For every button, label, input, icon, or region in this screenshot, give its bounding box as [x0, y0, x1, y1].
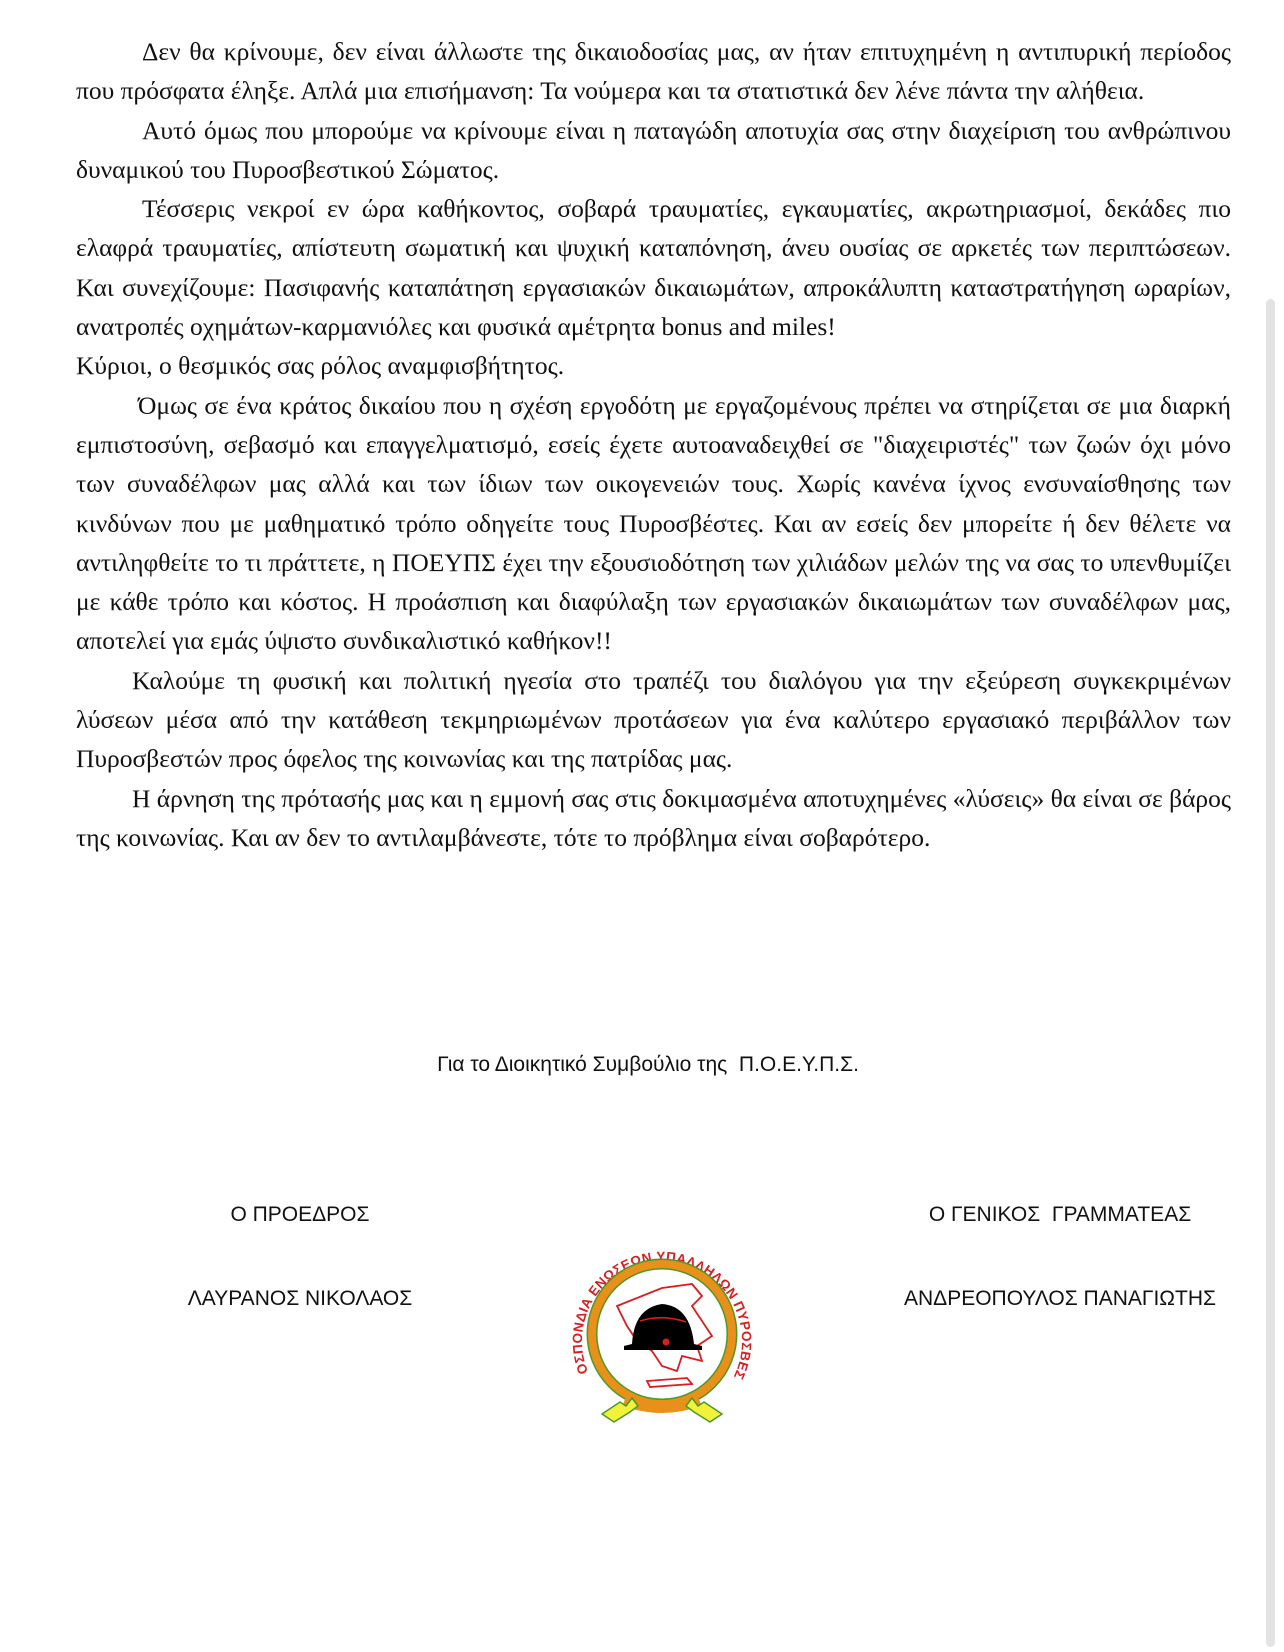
- paragraph-1: Δεν θα κρίνουμε, δεν είναι άλλωστε της δικαιοδοσίας μας, αν ήταν επιτυχημένη η αντιπυρική περίοδος που πρόσφατα έληξε. Απλά μια επισήμανση: Τα νούμερα και τα στατιστικά δεν λένε πάντα την αλήθεια.: [76, 37, 1231, 106]
- paragraph-3: Τέσσερις νεκροί εν ώρα καθήκοντος, σοβαρά τραυματίες, εγκαυματίες, ακρωτηριασμοί, δεκάδες πιο ελαφρά τραυματίες, απίστευτη σωματική και ψυχική καταπόνηση, άνευ ουσίας σε αρκετές των περιπτώσεων. Και συνεχίζουμε: Πασιφανής καταπάτηση εργασιακών δικαιωμάτων, απροκάλυπτη καταστρατήγηση ωραρίων, ανατροπές οχημάτων-καρμανιόλες και φυσικά αμέτρητα bonus and miles!: [76, 194, 1231, 342]
- secretary-name: ΑΝΔΡΕΟΠΟΥΛΟΣ ΠΑΝΑΓΙΩΤΗΣ: [904, 1287, 1216, 1310]
- letter-body: [76, 32, 1231, 857]
- paragraph-2: Αυτό όμως που μπορούμε να κρίνουμε είναι η παταγώδη αποτυχία σας στην διαχείριση του ανθρώπινου δυναμικού του Πυροσβεστικού Σώματος.: [76, 115, 1231, 184]
- paragraph-7: Η άρνηση της πρότασής μας και η εμμονή σας στις δοκιμασμένα αποτυχημένες «λύσεις» θα είναι σε βάρος της κοινωνίας. Και αν δεν το αντιλαμβάνεστε, τότε το πρόβλημα είναι σοβαρότερο.: [76, 783, 1231, 852]
- emblem-ring-text: ΟΣΠΟΝΔΙΑ ΕΝΩΣΕΩΝ ΥΠΑΛΛΗΛΩΝ ΠΥΡΟΣΒΕΣ: [569, 1249, 755, 1382]
- signature-president: [150, 1145, 450, 1369]
- council-line: Για το Διοικητικό Συμβούλιο της Π.Ο.Ε.Υ.Π.Σ.: [437, 1053, 859, 1076]
- crete-outline: [647, 1378, 692, 1387]
- president-name: ΛΑΥΡΑΝΟΣ ΝΙΚΟΛΑΟΣ: [187, 1287, 413, 1310]
- union-emblem-icon: [562, 1226, 762, 1426]
- secretary-title: Ο ΓΕΝΙΚΟΣ ΓΡΑΜΜΑΤΕΑΣ: [928, 1203, 1192, 1226]
- paragraph-4: Κύριοι, ο θεσμικός σας ρόλος αναμφισβήτητος.: [76, 351, 565, 381]
- signature-general-secretary: [880, 1145, 1240, 1369]
- emblem-svg: [562, 1226, 762, 1426]
- nozzle-left: [602, 1398, 638, 1422]
- paragraph-6: Καλούμε τη φυσική και πολιτική ηγεσία στο τραπέζι του διαλόγου για την εξεύρεση συγκεκριμένων λύσεων μέσα από την κατάθεση τεκμηριωμένων προτάσεων για ένα καλύτερο εργασιακό περιβάλλον των Πυροσβεστών προς όφελος της κοινωνίας και της πατρίδας μας.: [76, 665, 1231, 774]
- vertical-scrollbar[interactable]: [1266, 299, 1275, 1647]
- nozzle-right: [686, 1398, 722, 1422]
- president-title: Ο ΠΡΟΕΔΡΟΣ: [230, 1203, 370, 1226]
- paragraph-5: Όμως σε ένα κράτος δικαίου που η σχέση εργοδότη με εργαζομένους πρέπει να στηρίζεται σε μια διαρκή εμπιστοσύνη, σεβασμό και επαγγελματισμό, εσείς έχετε αυτοαναδειχθεί σε "διαχειριστές" των ζωών όχι μόνο των συναδέλφων μας αλλά και των ίδιων των οικογενειών τους. Χωρίς κανένα ίχνος ενσυναίσθησης των κινδύνων που με μαθηματικό τρόπο οδηγείτε τους Πυροσβέστες. Και αν εσείς δεν μπορείτε ή δεν θέλετε να αντιληφθείτε το τι πράττετε, η ΠΟΕΥΠΣ έχει την εξουσιοδότηση των χιλιάδων μελών της να σας το υπενθυμίζει με κάθε τρόπο και κόστος. Η προάσπιση και διαφύλαξη των εργασιακών δικαιωμάτων των συναδέλφων μας, αποτελεί για εμάς ύψιστο συνδικαλιστικό καθήκον!!: [76, 390, 1231, 656]
- helmet-badge: [663, 1339, 670, 1346]
